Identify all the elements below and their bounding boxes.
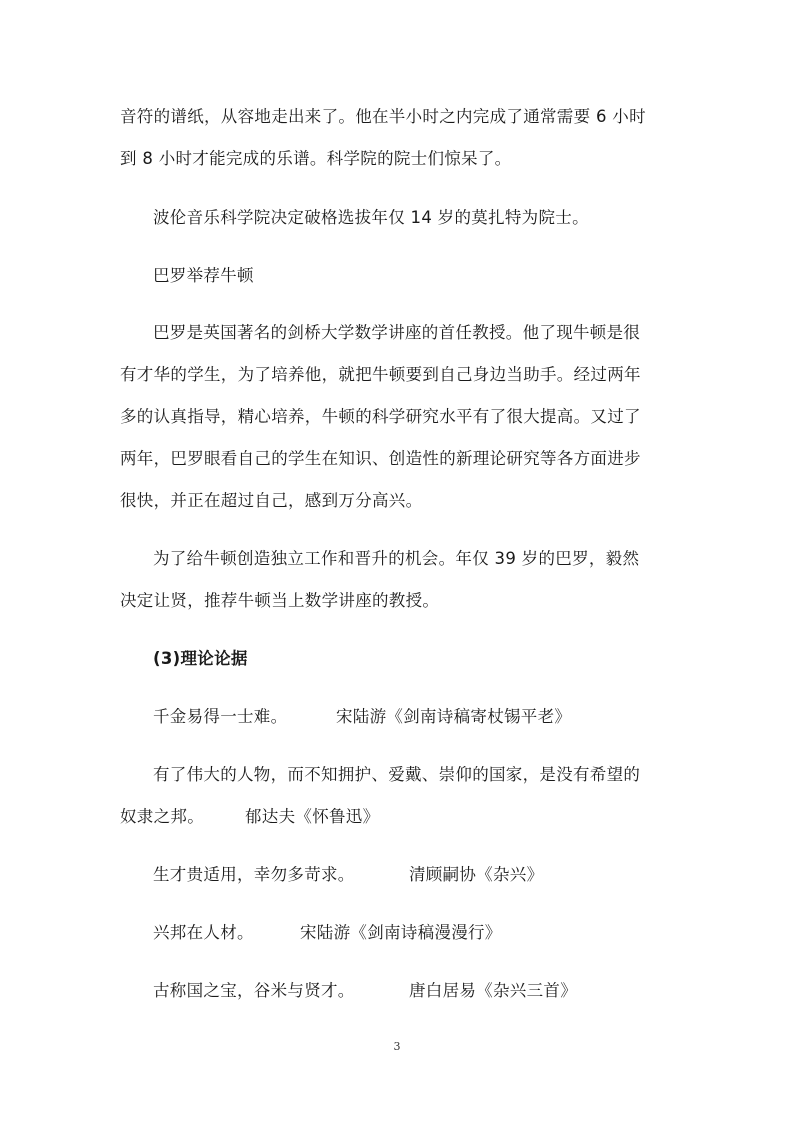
paragraph-line: 决定让贤，推荐牛顿当上数学讲座的教授。 — [120, 591, 440, 610]
paragraph-line: 到 8 小时才能完成的乐谱。科学院的院士们惊呆了。 — [120, 149, 512, 168]
section-subtitle: 巴罗举荐牛顿 — [153, 266, 254, 285]
quote-text: 有了伟大的人物，而不知拥护、爱戴、崇仰的国家，是没有希望的 — [153, 765, 641, 784]
paragraph-line: 为了给牛顿创造独立工作和晋升的机会。年仅 39 岁的巴罗，毅然 — [153, 549, 640, 568]
quote-source: 宋陆游《剑南诗稿漫漫行》 — [300, 923, 502, 942]
quote-text: 兴邦在人材。 — [153, 923, 254, 942]
quote-text: 古称国之宝，谷米与贤才。 — [153, 981, 355, 1000]
paragraph-line: 音符的谱纸，从容地走出来了。他在半小时之内完成了通常需要 6 小时 — [120, 107, 646, 126]
paragraph-line: 很快，并正在超过自己，感到万分高兴。 — [120, 491, 423, 510]
quote-source: 唐白居易《杂兴三首》 — [409, 981, 577, 1000]
paragraph-line: 巴罗是英国著名的剑桥大学数学讲座的首任教授。他了现牛顿是很 — [153, 323, 641, 342]
paragraph-line: 有才华的学生，为了培养他，就把牛顿要到自己身边当助手。经过两年 — [120, 365, 641, 384]
quote-text: 奴隶之邦。 — [120, 807, 204, 826]
quote-source: 清顾嗣协《杂兴》 — [409, 865, 544, 884]
paragraph-line: 两年，巴罗眼看自己的学生在知识、创造性的新理论研究等各方面进步 — [120, 449, 641, 468]
quote-text: 生才贵适用，幸勿多苛求。 — [153, 865, 355, 884]
paragraph-line: 波伦音乐科学院决定破格选拔年仅 14 岁的莫扎特为院士。 — [153, 208, 589, 227]
quote-text: 千金易得一士难。 — [153, 707, 288, 726]
page-number: 3 — [393, 1040, 401, 1053]
quote-source: 宋陆游《剑南诗稿寄杖锡平老》 — [336, 707, 572, 726]
section-heading: (3)理论论据 — [153, 649, 248, 668]
paragraph-line: 多的认真指导，精心培养，牛顿的科学研究水平有了很大提高。又过了 — [120, 407, 641, 426]
quote-source: 郁达夫《怀鲁迅》 — [245, 807, 380, 826]
